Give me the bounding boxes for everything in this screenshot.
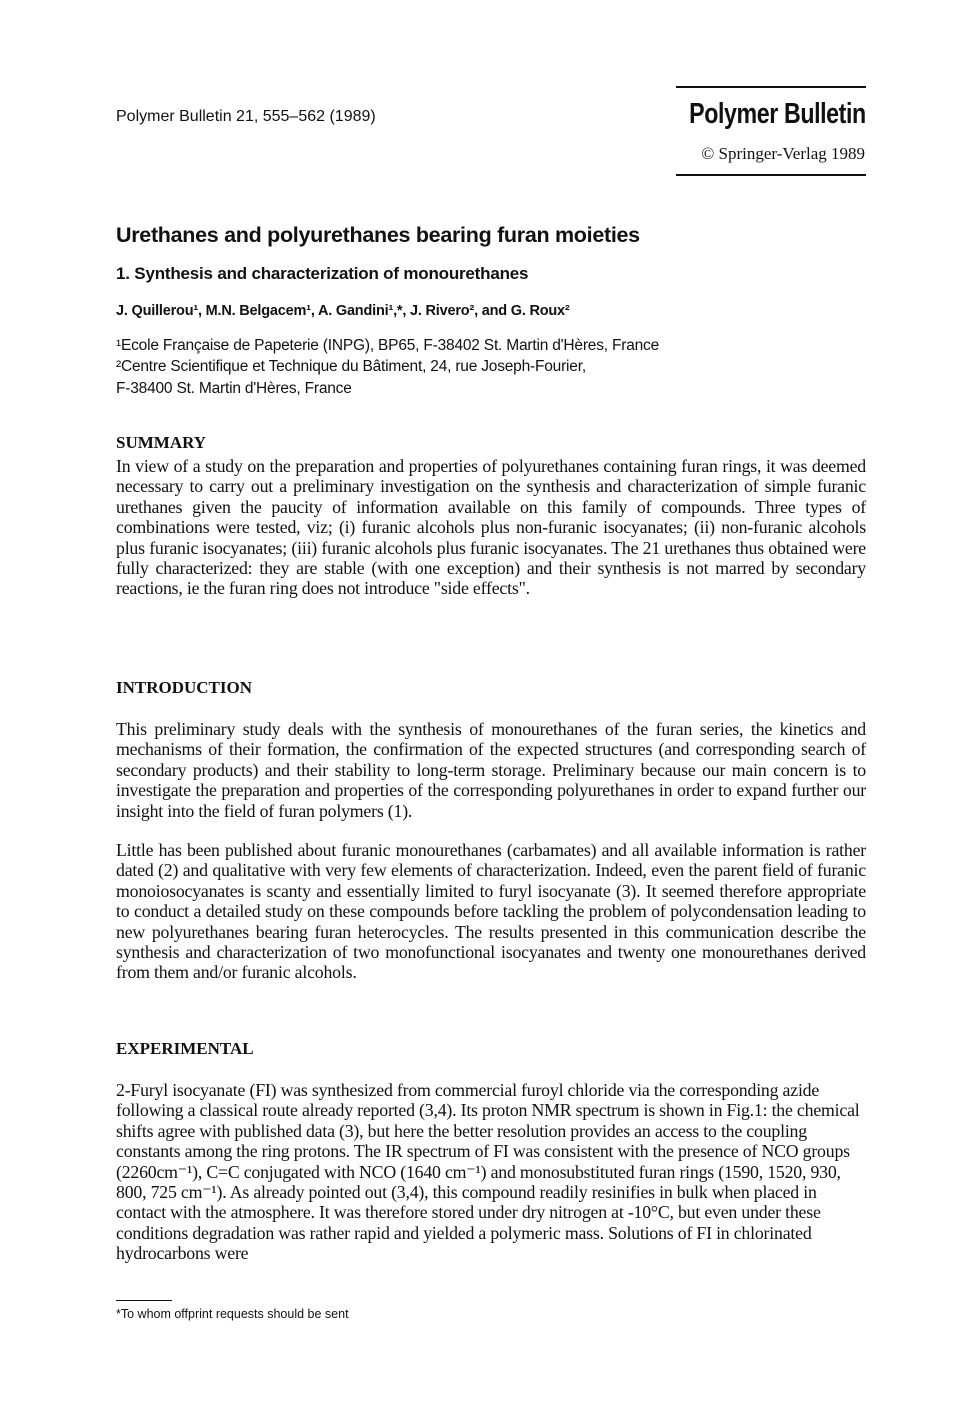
summary-heading: SUMMARY	[116, 433, 207, 452]
experimental-heading: EXPERIMENTAL	[116, 1039, 254, 1058]
journal-name: Polymer Bulletin	[689, 98, 866, 130]
journal-citation: Polymer Bulletin 21, 555–562 (1989)	[116, 108, 376, 125]
summary-text: In view of a study on the preparation and properties of polyurethanes containing furan rings, it was deemed necessary to carry out a preliminary investigation on the synthesis and characterization of simple furanic urethanes given the paucity of information available on this family of compounds. Three types of combinations were tested, viz; (i) furanic alcohols plus non-furanic isocyanates; (ii) non-furanic alcohols plus furanic isocyanates; (iii) furanic alcohols plus furanic isocyanates. The 21 urethanes thus obtained were fully characterized: they are stable (with one exception) and their synthesis is not marred by secondary reactions, ie the furan ring does not introduce "side effects".	[116, 456, 866, 599]
author-list: J. Quillerou¹, M.N. Belgacem¹, A. Gandini¹,*, J. Rivero², and G. Roux²	[116, 303, 570, 319]
introduction-paragraph-2: Little has been published about furanic monourethanes (carbamates) and all available information is rather dated (2) and qualitative with very few elements of characterization. Indeed, even the parent field of furanic monoiosocyanates is scanty and essentially limited to furyl isocyanate (3). It seemed therefore appropriate to conduct a detailed study on these compounds before tackling the problem of polycondensation leading to new polyurethanes bearing furan heterocycles. The results presented in this communication describe the synthesis and characterization of two monofunctional isocyanates and twenty one monourethanes derived from them and/or furanic alcohols.	[116, 840, 866, 983]
journal-rule-bottom	[676, 174, 866, 176]
journal-rule-top	[676, 86, 866, 88]
publisher-copyright: © Springer-Verlag 1989	[701, 144, 865, 163]
footnote-rule	[116, 1300, 172, 1301]
article-subtitle: 1. Synthesis and characterization of monourethanes	[116, 264, 529, 283]
article-title: Urethanes and polyurethanes bearing furan moieties	[116, 223, 640, 247]
affiliation-2: ²Centre Scientifique et Technique du Bâtiment, 24, rue Joseph-Fourier,	[116, 358, 586, 375]
affiliation-1: ¹Ecole Française de Papeterie (INPG), BP65, F-38402 St. Martin d'Hères, France	[116, 337, 660, 354]
affiliation-2-continued: F-38400 St. Martin d'Hères, France	[116, 380, 352, 397]
introduction-heading: INTRODUCTION	[116, 678, 253, 697]
footnote: *To whom offprint requests should be sent	[116, 1307, 349, 1321]
experimental-text: 2-Furyl isocyanate (FI) was synthesized from commercial furoyl chloride via the corresponding azide following a classical route already reported (3,4). Its proton NMR spectrum is shown in Fig.1: the chemical shifts agree with published data (3), but here the better resolution provides an access to the coupling constants among the ring protons. The IR spectrum of FI was consistent with the presence of NCO groups (2260cm⁻¹), C=C conjugated with NCO (1640 cm⁻¹) and monosubstituted furan rings (1590, 1520, 930, 800, 725 cm⁻¹). As already pointed out (3,4), this compound readily resinifies in bulk when placed in contact with the atmosphere. It was therefore stored under dry nitrogen at -10°C, but even under these conditions degradation was rather rapid and yielded a polymeric mass. Solutions of FI in chlorinated hydrocarbons were	[116, 1080, 860, 1264]
introduction-paragraph-1: This preliminary study deals with the synthesis of monourethanes of the furan series, the kinetics and mechanisms of their formation, the confirmation of the expected structures (and corresponding search of secondary products) and their stability to long-term storage. Preliminary because our main concern is to investigate the preparation and properties of the corresponding polyurethanes in order to expand further our insight into the field of furan polymers (1).	[116, 719, 866, 821]
